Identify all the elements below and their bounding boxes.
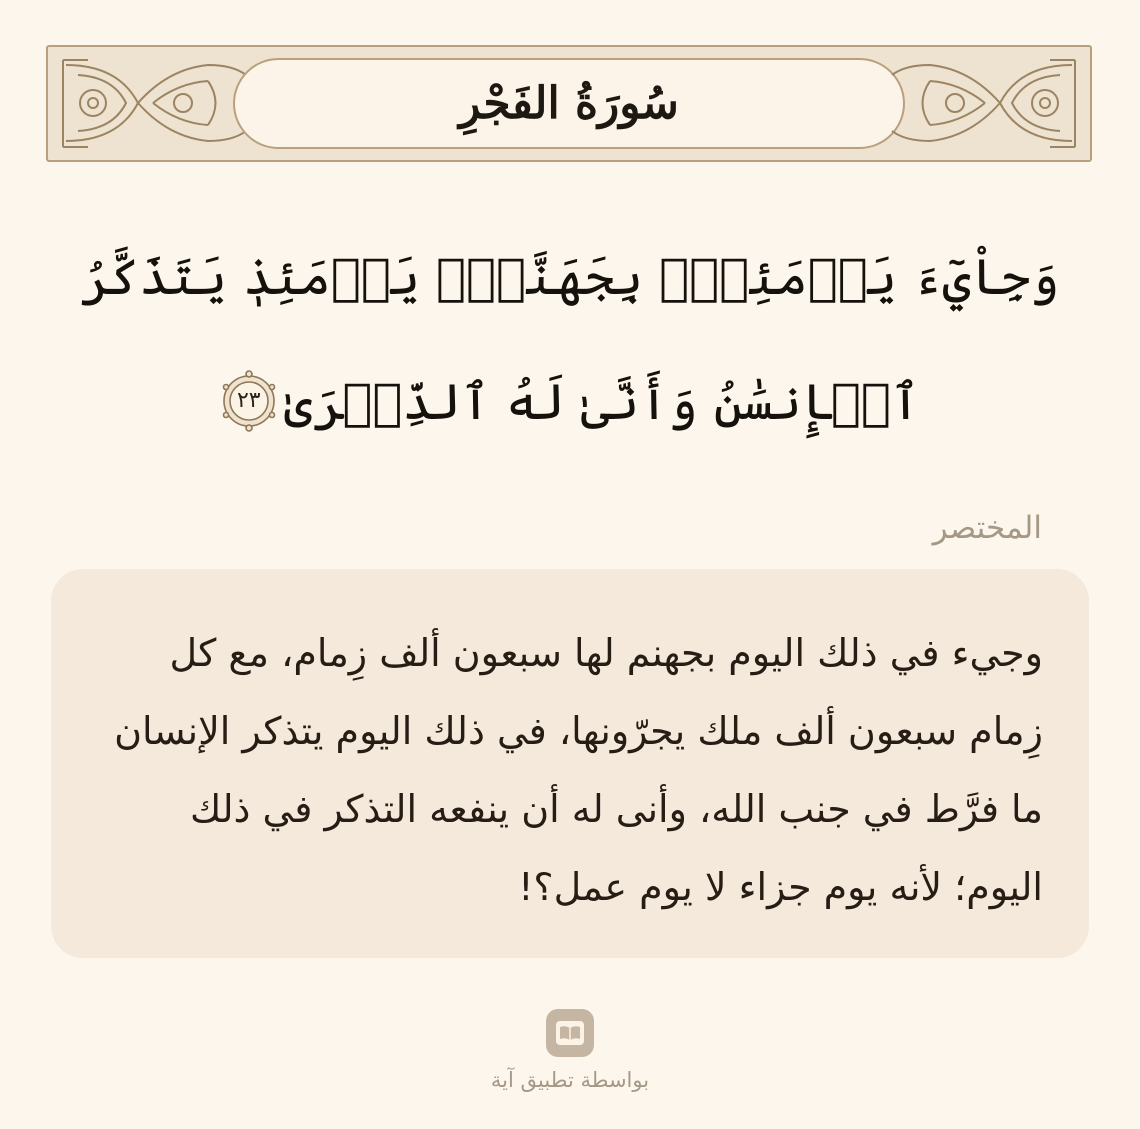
surah-header-banner <box>46 45 1092 162</box>
ayah-text-block <box>40 215 1100 465</box>
tafsir-text: وجيء في ذلك اليوم بجهنم لها سبعون ألف زِمام، مع كل زِمام سبعون ألف ملك يجرّونها، في ذلك اليوم يتذكر الإنسان ما فرَّط في جنب الله، وأنى له أن ينفعه التذكر في ذلك اليوم؛ لأنه يوم جزاء لا يوم عمل؟! <box>114 631 1043 909</box>
surah-title-cartouche <box>233 58 905 149</box>
tafsir-source-label: المختصر <box>932 510 1042 546</box>
ornament-right-icon <box>890 55 1080 152</box>
quran-book-icon <box>546 1009 594 1057</box>
footer-attribution: بواسطة تطبيق آية <box>490 1068 650 1092</box>
surah-title: سُورَةُ الفَجْرِ <box>459 78 679 129</box>
ayah-number: ٢٣ <box>236 388 261 413</box>
ornament-left-icon <box>58 55 248 152</box>
ayah-text: وَجِاْيٓءَ يَوۡمَئِذِۭ بِجَهَنَّمَۚ يَوۡمَئِذٖ يَتَذَكَّرُ ٱلۡإِنسَٰنُ وَأَنَّىٰ لَهُ ٱلذِّكۡرَىٰ <box>80 248 1060 431</box>
tafsir-card <box>51 569 1089 958</box>
ayah-end-marker <box>220 369 278 433</box>
